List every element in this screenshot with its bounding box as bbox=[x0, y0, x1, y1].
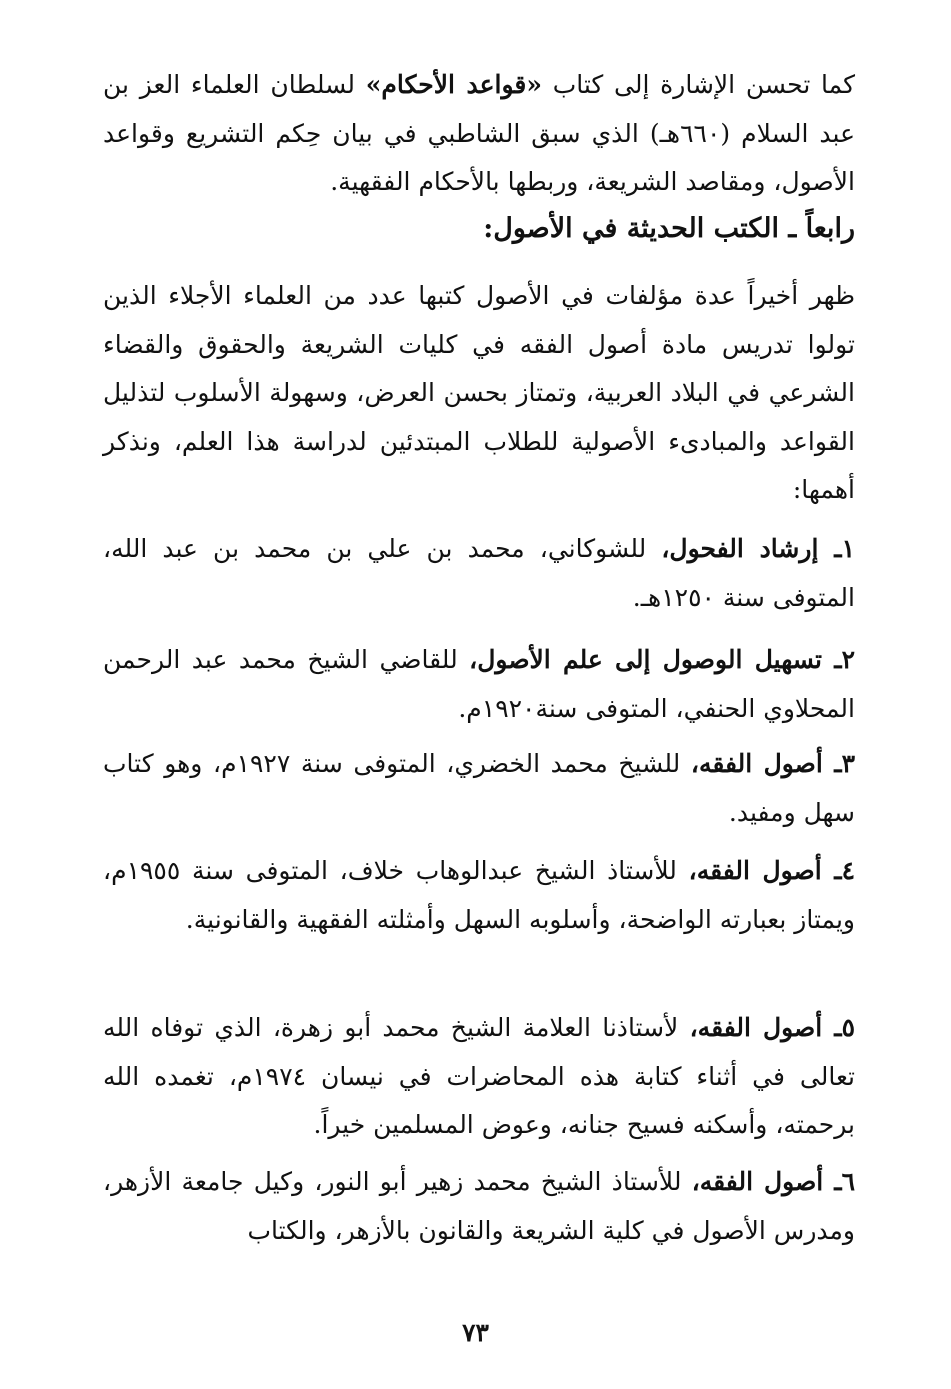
list-item bbox=[103, 636, 855, 733]
item-text: لأستاذنا العلامة الشيخ محمد أبو زهرة، الذي توفاه الله تعالى في أثناء كتابة هذه المحاضرات في نيسان ١٩٧٤م، تغمده الله برحمته، وأسكنه فسيح جنانه، وعوض المسلمين خيراً. bbox=[103, 1013, 855, 1139]
item-text: للأستاذ الشيخ عبدالوهاب خلاف، المتوفى سنة ١٩٥٥م، ويمتاز بعبارته الواضحة، وأسلوبه السهل وأمثلته الفقهية والقانونية. bbox=[103, 856, 855, 934]
item-title: أصول الفقه، bbox=[690, 749, 823, 778]
item-number: ٤ـ bbox=[821, 856, 855, 885]
item-number: ١ـ bbox=[818, 534, 856, 563]
item-text: للشيخ محمد الخضري، المتوفى سنة ١٩٢٧م، وهو كتاب سهل ومفيد. bbox=[103, 749, 855, 827]
item-title: إرشاد الفحول، bbox=[661, 534, 819, 563]
item-title: أصول الفقه، bbox=[691, 1167, 824, 1196]
item-number: ٦ـ bbox=[823, 1167, 855, 1196]
list-item-2 bbox=[103, 636, 855, 733]
item-title: أصول الفقه، bbox=[688, 856, 822, 885]
item-text: للقاضي الشيخ محمد عبد الرحمن المحلاوي الحنفي، المتوفى سنة١٩٢٠م. bbox=[103, 645, 855, 723]
list-item-5 bbox=[103, 1004, 855, 1150]
intro-prefix: كما تحسن الإشارة إلى كتاب bbox=[541, 70, 855, 99]
section-heading: رابعاً ـ الكتب الحديثة في الأصول: bbox=[483, 213, 855, 244]
item-number: ٣ـ bbox=[822, 749, 855, 778]
item-number: ٥ـ bbox=[822, 1013, 856, 1042]
section-heading-block bbox=[103, 205, 855, 254]
page-number: ٧٣ bbox=[462, 1318, 489, 1347]
item-text: للأستاذ الشيخ محمد زهير أبو النور، وكيل جامعة الأزهر، ومدرس الأصول في كلية الشريعة والقانون بالأزهر، والكتاب bbox=[103, 1167, 855, 1245]
item-number: ٢ـ bbox=[822, 645, 856, 674]
item-title: تسهيل الوصول إلى علم الأصول، bbox=[469, 645, 822, 674]
list-item bbox=[103, 1004, 855, 1150]
list-item bbox=[103, 847, 855, 944]
list-item bbox=[103, 525, 855, 622]
intro-paragraph bbox=[103, 61, 855, 207]
list-item-3 bbox=[103, 740, 855, 837]
section-intro-paragraph: ظهر أخيراً عدة مؤلفات في الأصول كتبها عدد من العلماء الأجلاء الذين تولوا تدريس مادة أصول الفقه في كليات الشريعة والحقوق والقضاء الشرعي في البلاد العربية، وتمتاز بحسن العرض، وسهولة الأسلوب لتذليل القواعد والمبادىء الأصولية للطلاب المبتدئين لدراسة هذا العلم، ونذكر أهمها: bbox=[103, 281, 855, 504]
list-item bbox=[103, 740, 855, 837]
intro-paragraph-block bbox=[103, 61, 855, 207]
item-title: أصول الفقه، bbox=[689, 1013, 823, 1042]
list-item-1 bbox=[103, 525, 855, 622]
list-item bbox=[103, 1158, 855, 1255]
item-text: للشوكاني، محمد بن علي بن محمد بن عبد الله، المتوفى سنة ١٢٥٠هـ. bbox=[103, 534, 855, 612]
list-item-4 bbox=[103, 847, 855, 944]
section-intro-block bbox=[103, 272, 855, 515]
list-item-6 bbox=[103, 1158, 855, 1255]
intro-suffix: لسلطان العلماء العز بن عبد السلام (٦٦٠هـ) الذي سبق الشاطبي في بيان حِكم التشريع وقواعد الأصول، ومقاصد الشريعة، وربطها بالأحكام الفقهية. bbox=[103, 70, 855, 196]
intro-book-title: «قواعد الأحكام» bbox=[365, 70, 542, 99]
